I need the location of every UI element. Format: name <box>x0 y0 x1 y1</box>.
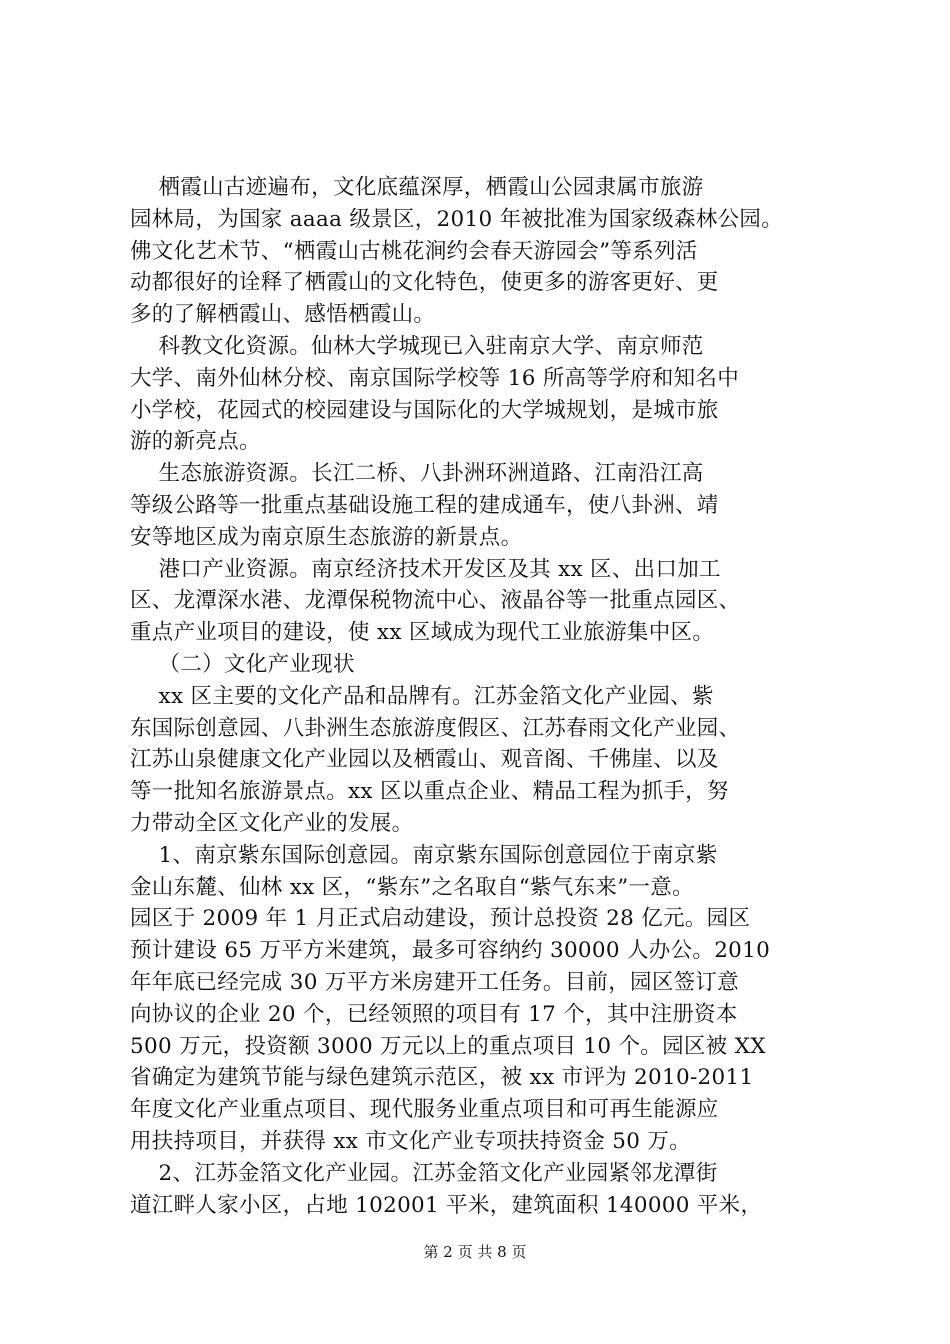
text-line: 动都很好的诠释了栖霞山的文化特色，使更多的游客更好、更 <box>130 270 719 296</box>
text-line: 大学、南外仙林分校、南京国际学校等 16 所高等学府和知名中 <box>130 365 740 391</box>
text-line: 生态旅游资源。长江二桥、八卦洲环洲道路、江南沿江高 <box>130 461 704 487</box>
text-line: 科教文化资源。仙林大学城现已入驻南京大学、南京师范 <box>130 333 704 359</box>
text-line: xx 区主要的文化产品和品牌有。江苏金箔文化产业园、紫 <box>130 683 714 709</box>
text-line: 等一批知名旅游景点。xx 区以重点企业、精品工程为抓手，努 <box>130 779 729 805</box>
text-line: 等级公路等一批重点基础设施工程的建成通车，使八卦洲、靖 <box>130 492 719 518</box>
text-line: 园林局，为国家 aaaa 级景区，2010 年被批准为国家级森林公园。 <box>130 206 783 232</box>
text-line: 道江畔人家小区，占地 102001 平米，建筑面积 140000 平米， <box>130 1192 763 1218</box>
text-line: 用扶持项目，并获得 xx 市文化产业专项扶持资金 50 万。 <box>130 1128 691 1154</box>
text-line: 江苏山泉健康文化产业园以及栖霞山、观音阁、千佛崖、以及 <box>130 747 719 773</box>
text-line: 2、江苏金箔文化产业园。江苏金箔文化产业园紧邻龙潭街 <box>130 1160 718 1186</box>
text-line: 栖霞山古迹遍布，文化底蕴深厚，栖霞山公园隶属市旅游 <box>130 175 704 200</box>
text-line: 港口产业资源。南京经济技术开发区及其 xx 区、出口加工 <box>130 556 721 582</box>
text-line: 东国际创意园、八卦洲生态旅游度假区、江苏春雨文化产业园、 <box>130 715 741 741</box>
page-number: 第 2 页 共 8 页 <box>423 1243 527 1261</box>
text-line: （二）文化产业现状 <box>130 651 355 677</box>
text-line: 游的新亮点。 <box>130 429 261 455</box>
text-line: 佛文化艺术节、“栖霞山古桃花涧约会春天游园会”等系列活 <box>130 238 698 264</box>
text-line: 向协议的企业 20 个，已经领照的项目有 17 个，其中注册资本 <box>130 1001 738 1027</box>
text-line: 年度文化产业重点项目、现代服务业重点项目和可再生能源应 <box>130 1097 719 1123</box>
text-line: 安等地区成为南京原生态旅游的新景点。 <box>130 524 523 550</box>
text-line: 小学校，花园式的校园建设与国际化的大学城规划，是城市旅 <box>130 397 719 423</box>
text-line: 1、南京紫东国际创意园。南京紫东国际创意园位于南京紫 <box>130 842 718 868</box>
text-line: 年年底已经完成 30 万平方米房建开工任务。目前，园区签订意 <box>130 969 740 995</box>
text-line: 金山东麓、仙林 xx 区，“紫东”之名取自“紫气东来”一意。 <box>130 874 694 900</box>
text-line: 区、龙潭深水港、龙潭保税物流中心、液晶谷等一批重点园区、 <box>130 588 741 614</box>
text-line: 多的了解栖霞山、感悟栖霞山。 <box>130 302 436 328</box>
text-line: 500 万元，投资额 3000 万元以上的重点项目 10 个。园区被 XX <box>130 1033 766 1059</box>
text-line: 园区于 2009 年 1 月正式启动建设，预计总投资 28 亿元。园区 <box>130 906 751 932</box>
document-body <box>130 172 830 1221</box>
text-line: 预计建设 65 万平方米建筑，最多可容纳约 30000 人办公。2010 <box>130 938 771 964</box>
text-line: 力带动全区文化产业的发展。 <box>130 810 414 836</box>
text-line: 省确定为建筑节能与绿色建筑示范区，被 xx 市评为 2010-2011 <box>130 1065 754 1091</box>
text-line: 重点产业项目的建设，使 xx 区域成为现代工业旅游集中区。 <box>130 620 715 646</box>
page-footer <box>0 1242 950 1262</box>
